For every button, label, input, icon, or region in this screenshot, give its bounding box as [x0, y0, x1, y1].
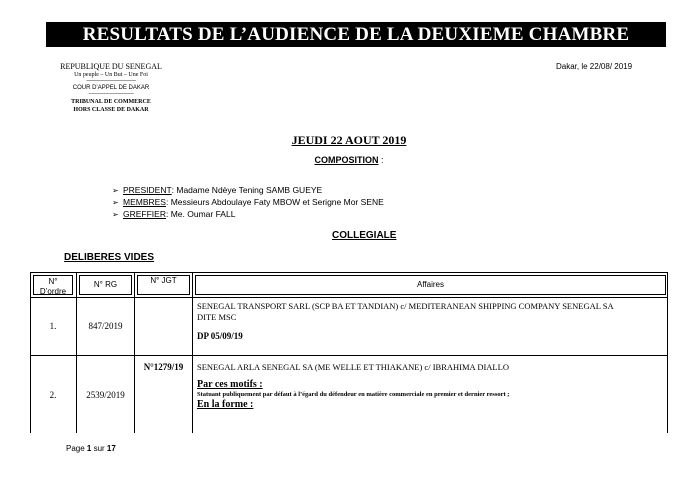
affaire-parties — [193, 298, 668, 323]
composition-heading — [0, 155, 698, 165]
tribunal-name-line1: TRIBUNAL DE COMMERCE — [71, 99, 151, 105]
member-membres — [112, 196, 384, 208]
row-affaire — [192, 356, 668, 433]
header-cell-affaires — [192, 273, 668, 297]
deliberation-date: DP 05/09/19 — [197, 331, 243, 341]
collegiale-heading: COLLEGIALE — [332, 230, 397, 241]
header-jgt: N° JGT — [137, 275, 190, 295]
header-ordre-line2: D’ordre — [39, 287, 67, 296]
arrow-bullet-icon: ➢ — [112, 185, 119, 195]
court-name: COUR D’APPEL DE DAKAR — [72, 85, 150, 91]
row-affaire — [192, 298, 668, 355]
row-rg: 847/2019 — [76, 298, 134, 355]
member-names: : Messieurs Abdoulaye Faty MBOW et Serigne Mor SENE — [165, 197, 384, 207]
member-role: GREFFIER — [123, 209, 166, 219]
national-motto: Un peuple – Un But – Une Foi — [74, 72, 148, 78]
header-affaires: Affaires — [195, 275, 666, 295]
header-cell-ordre — [31, 273, 75, 297]
session-day-title: JEUDI 22 AOUT 2019 — [291, 133, 407, 147]
header-ordre-line1: N° — [48, 277, 58, 286]
motifs-heading: Par ces motifs : — [197, 379, 263, 390]
statuant-text: Statuant publiquement par défaut à l’égard du défendeur en matière commerciale en premier et dernier ressort ; — [197, 391, 510, 398]
republic-label: REPUBLIQUE DU SENEGAL — [60, 62, 162, 71]
header-cell-jgt — [134, 273, 192, 297]
tribunal-name-line2: HORS CLASSE DE DAKAR — [73, 107, 149, 113]
row-jgt — [134, 298, 192, 355]
member-role: MEMBRES — [123, 197, 166, 207]
row-ordre: 2. — [49, 390, 57, 400]
arrow-bullet-icon: ➢ — [112, 209, 119, 219]
composition-colon: : — [378, 155, 384, 165]
document-date: Dakar, le 22/08/ 2019 — [556, 62, 633, 71]
page-banner-title: RESULTATS DE L’AUDIENCE DE LA DEUXIEME CHAMBRE — [46, 22, 666, 47]
member-greffier — [112, 208, 384, 220]
separator-line-2: ------------------------------ — [88, 91, 134, 97]
page-total: 17 — [106, 444, 116, 453]
affaire-line1: SENEGAL ARLA SENEGAL SA (ME WELLE ET THIAKANE) c/ IBRAHIMA DIALLO — [197, 362, 509, 372]
page-word: Page — [66, 444, 87, 453]
affaire-parties — [193, 356, 668, 373]
affaire-line1: SENEGAL TRANSPORT SARL (SCP BA ET TANDIAN) c/ MEDITERANEAN SHIPPING COMPANY SENEGAL SA — [197, 301, 614, 311]
composition-label: COMPOSITION — [314, 155, 379, 165]
table-header-row — [31, 273, 667, 298]
page-sur: sur — [91, 444, 107, 453]
header-cell-rg — [76, 273, 134, 297]
row-rg: 2539/2019 — [76, 356, 134, 433]
header-rg: N° RG — [79, 275, 132, 295]
member-names: : Me. Oumar FALL — [165, 209, 236, 219]
table-row — [31, 298, 667, 356]
page-footer — [66, 444, 116, 453]
forme-heading: En la forme : — [197, 399, 254, 410]
row-ordre: 1. — [49, 321, 57, 331]
court-members-list — [112, 184, 384, 220]
arrow-bullet-icon: ➢ — [112, 197, 119, 207]
table-row — [31, 356, 667, 433]
judgment-excerpt — [193, 373, 668, 410]
page-number: 1 — [86, 444, 92, 453]
separator-line: --------------------------------- — [86, 78, 136, 84]
member-role: PRESIDENT — [123, 185, 172, 195]
row-jgt: N°1279/19 — [134, 356, 192, 433]
court-header — [56, 62, 166, 114]
results-table — [30, 272, 668, 433]
member-names: : Madame Ndèye Tening SAMB GUEYE — [171, 185, 323, 195]
affaire-line2: DITE MSC — [197, 312, 237, 322]
section-heading: DELIBERES VIDES — [64, 252, 155, 263]
member-president — [112, 184, 384, 196]
